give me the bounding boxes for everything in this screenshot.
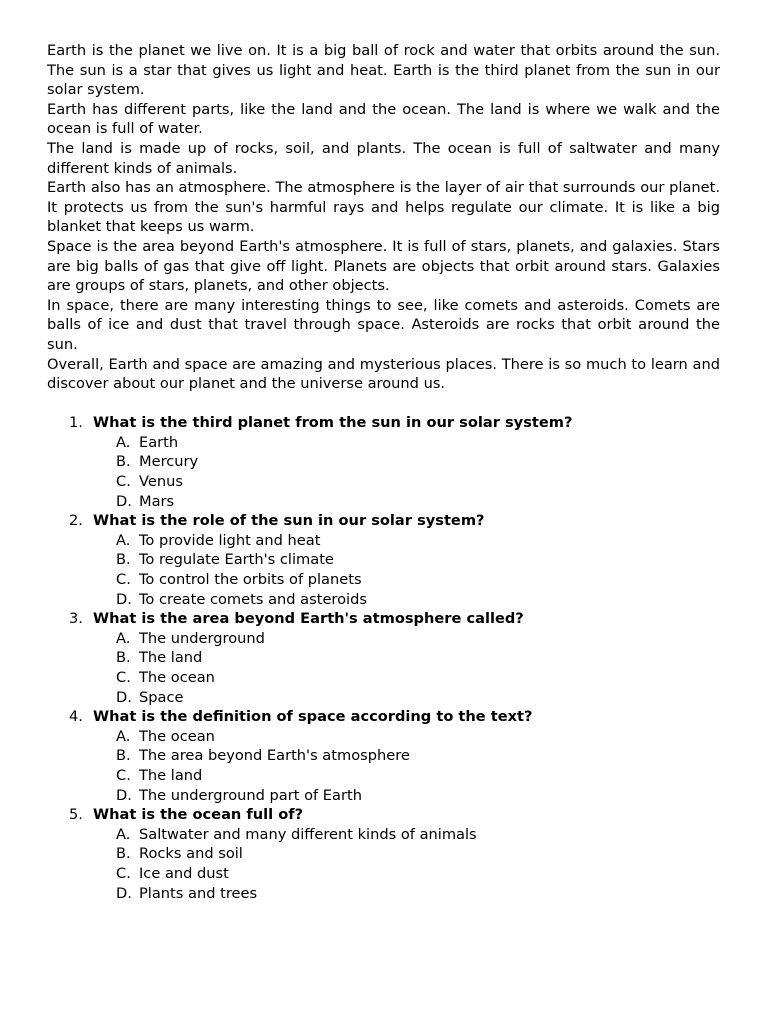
option-text: The underground (139, 629, 265, 647)
answer-option (93, 727, 720, 747)
option-letter: B. (116, 747, 131, 765)
option-text: Ice and dust (139, 864, 229, 882)
option-letter: D. (116, 590, 132, 608)
option-text: The land (139, 766, 203, 784)
answer-option (93, 590, 720, 610)
option-text: Space (139, 688, 184, 706)
option-letter: D. (116, 884, 132, 902)
answer-options (93, 825, 720, 903)
option-letter: C. (116, 766, 131, 784)
question-list (47, 413, 720, 903)
option-text: Rocks and soil (139, 845, 243, 863)
question-text: What is the third planet from the sun in our solar system? (93, 414, 573, 432)
option-letter: B. (116, 453, 131, 471)
option-letter: A. (116, 629, 131, 647)
option-letter: C. (116, 473, 131, 491)
option-text: The area beyond Earth's atmosphere (139, 747, 410, 765)
answer-option (93, 766, 720, 786)
option-text: To regulate Earth's climate (139, 551, 334, 569)
option-text: To create comets and asteroids (139, 590, 367, 608)
option-letter: A. (116, 727, 131, 745)
question-item (47, 805, 720, 903)
option-text: The land (139, 649, 203, 667)
question-text: What is the ocean full of? (93, 806, 304, 824)
answer-option (93, 648, 720, 668)
option-text: Earth (139, 433, 179, 451)
option-letter: C. (116, 571, 131, 589)
question-number: 3. (69, 610, 83, 628)
option-text: The ocean (139, 727, 215, 745)
question-number: 5. (69, 806, 83, 824)
option-letter: B. (116, 649, 131, 667)
option-letter: B. (116, 551, 131, 569)
option-text: To control the orbits of planets (139, 571, 362, 589)
answer-option (93, 844, 720, 864)
question-text: What is the definition of space according to the text? (93, 708, 533, 726)
passage-paragraph: The land is made up of rocks, soil, and plants. The ocean is full of saltwater and many different kinds of animals. (47, 139, 720, 177)
answer-option (93, 550, 720, 570)
question-number: 4. (69, 708, 83, 726)
option-letter: A. (116, 433, 131, 451)
option-text: The underground part of Earth (139, 786, 362, 804)
question-text: What is the role of the sun in our solar system? (93, 512, 485, 530)
option-text: To provide light and heat (139, 531, 321, 549)
answer-option (93, 864, 720, 884)
option-letter: A. (116, 825, 131, 843)
passage-paragraph: Overall, Earth and space are amazing and mysterious places. There is so much to learn and discover about our planet and the universe around us. (47, 355, 720, 393)
question-number: 2. (69, 512, 83, 530)
question-number: 1. (69, 414, 83, 432)
passage-paragraph: In space, there are many interesting things to see, like comets and asteroids. Comets are balls of ice and dust that travel through space. Asteroids are rocks that orbit around the sun. (47, 296, 720, 353)
passage-paragraph: Earth is the planet we live on. It is a big ball of rock and water that orbits around the sun. The sun is a star that gives us light and heat. Earth is the third planet from the sun in our solar system. (47, 42, 720, 99)
question-item (47, 707, 720, 805)
answer-option (93, 825, 720, 845)
option-text: The ocean (139, 669, 215, 686)
option-letter: C. (116, 864, 131, 882)
passage-paragraph: Earth has different parts, like the land and the ocean. The land is where we walk and the ocean is full of water. (47, 100, 720, 138)
option-letter: A. (116, 531, 131, 549)
option-letter: B. (116, 845, 131, 863)
option-letter: D. (116, 688, 132, 706)
option-text: Plants and trees (139, 884, 258, 902)
answer-option (93, 786, 720, 806)
question-text: What is the area beyond Earth's atmosphere called? (93, 610, 524, 628)
passage-paragraph: Earth also has an atmosphere. The atmosphere is the layer of air that surrounds our planet. It protects us from the sun's harmful rays and helps regulate our climate. It is like a big blanket that keeps us warm. (47, 179, 720, 236)
answer-options (93, 629, 720, 707)
option-letter: D. (116, 492, 132, 510)
answer-option (93, 492, 720, 512)
document-page (47, 41, 720, 903)
passage-paragraph: Space is the area beyond Earth's atmosphere. It is full of stars, planets, and galaxies. Stars are big balls of gas that give off light. Planets are objects that orbit around stars. Galaxies are groups of stars, planets, and other objects. (47, 237, 720, 295)
option-letter: D. (116, 786, 132, 804)
question-item (47, 511, 720, 609)
answer-options (93, 531, 720, 609)
answer-option (93, 531, 720, 551)
answer-option (93, 884, 720, 904)
answer-option (93, 570, 720, 590)
reading-passage (47, 41, 720, 394)
option-text: Mars (139, 492, 175, 510)
option-letter: C. (116, 669, 131, 686)
question-item (47, 609, 720, 707)
answer-option (93, 433, 720, 453)
option-text: Mercury (139, 453, 199, 471)
answer-options (93, 727, 720, 805)
answer-options (93, 433, 720, 511)
answer-option (93, 629, 720, 649)
answer-option (93, 746, 720, 766)
answer-option (93, 688, 720, 708)
option-text: Venus (139, 473, 183, 491)
answer-option (93, 472, 720, 492)
answer-option (93, 452, 720, 472)
question-item (47, 413, 720, 511)
option-text: Saltwater and many different kinds of animals (139, 825, 477, 843)
answer-option (93, 668, 720, 688)
